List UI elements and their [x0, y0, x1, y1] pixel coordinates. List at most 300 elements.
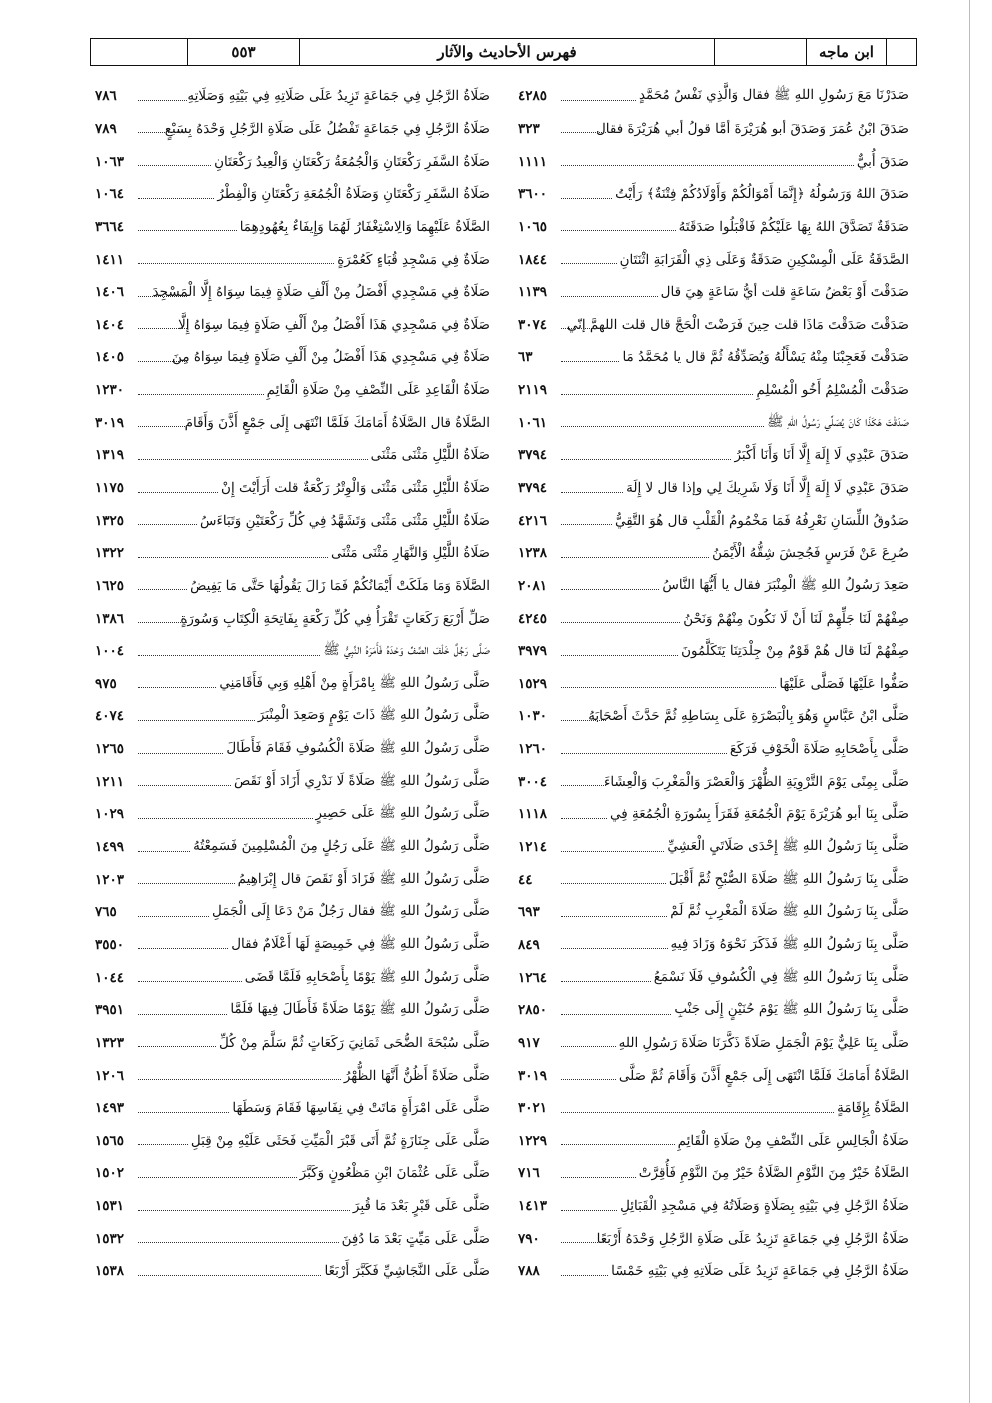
entry-number: ١٥٣١: [95, 1198, 125, 1215]
entry-number: ٦٣: [518, 349, 533, 366]
index-entry: [91, 668, 504, 701]
index-entry: [504, 504, 917, 537]
entry-text: صَلَّى بِأَصْحَابِهِ صَلَاةَ الْخَوْفِ فَرَكَعَ: [729, 741, 909, 758]
entry-number: ٤٤: [518, 871, 533, 888]
leader-dots: [561, 614, 680, 623]
index-entry: [504, 1027, 917, 1060]
index-entry: [91, 276, 504, 309]
index-entry: [91, 1092, 504, 1125]
index-entry: [504, 896, 917, 929]
entry-number: ٣٥٥٠: [95, 936, 125, 953]
entry-number: ١٢١١: [95, 773, 125, 790]
leader-dots: [138, 386, 264, 395]
entry-number: ١٢١٤: [518, 839, 548, 856]
index-entry: [504, 1125, 917, 1158]
leader-dots: [561, 451, 731, 460]
entry-number: ٣٠١٩: [95, 414, 125, 431]
leader-dots: [561, 973, 651, 982]
entry-number: ١٠٦١: [518, 414, 548, 431]
index-entry: [504, 472, 917, 505]
leader-dots: [138, 288, 187, 297]
index-entry: [91, 831, 504, 864]
index-entry: [504, 1157, 917, 1190]
index-entry: [91, 537, 504, 570]
index-entry: [91, 863, 504, 896]
entry-text: صَلَاةُ السَّفَرِ رَكْعَتَانِ وَالْجُمُعَةُ رَكْعَتَانِ وَالْعِيدُ رَكْعَتَانِ: [214, 153, 490, 170]
index-entry: [504, 863, 917, 896]
entry-text: الصَّلَاةُ أَمَامَكَ فَلَمَّا انْتَهَى إِلَى جَمْعٍ أَذَّنَ وَأَقَامَ ثُمَّ صَلَّى: [618, 1067, 909, 1084]
entry-number: ١٥٠٢: [95, 1165, 125, 1182]
leader-dots: [138, 940, 228, 949]
index-entry: [504, 374, 917, 407]
index-entry: [91, 1222, 504, 1255]
leader-dots: [138, 549, 328, 558]
leader-dots: [561, 712, 606, 721]
entry-text: صَدَقَ اللهُ وَرَسُولُهُ ﴿إِنَّمَا أَمْوَالُكُمْ وَأَوْلَادُكُمْ فِتْنَةٌ﴾ رَأَيْتُ: [615, 186, 909, 203]
leader-dots: [138, 190, 214, 199]
leader-dots: [561, 190, 612, 199]
entry-text: الصَّلَاةُ بِإِقَامَةٍ: [837, 1100, 909, 1117]
entry-number: ٣٩٥١: [95, 1002, 125, 1019]
entry-text: صَلَّى رَسُولُ اللهِ ﷺ عَلَى حَصِيرٍ: [315, 805, 490, 822]
leader-dots: [561, 1071, 616, 1080]
entry-number: ١٢٣٨: [518, 545, 548, 562]
index-entry: [504, 733, 917, 766]
entry-text: صَلَّى بِنَا رَسُولُ اللهِ ﷺ فِي الْكُسُوفِ فَلَا نَسْمَعُ: [653, 968, 909, 985]
index-entry: [91, 1157, 504, 1190]
index-entry: [504, 961, 917, 994]
leader-dots: [138, 92, 187, 101]
entry-text: صَلَّى رَسُولُ اللهِ ﷺ يَوْمًا صَلَاةً فَأَطَالَ فِيهَا فَلَمَّا: [230, 1001, 490, 1018]
entry-text: صَلَّى بِنَا رَسُولُ اللهِ ﷺ فَذَكَرَ نَحْوَهُ وَزَادَ فِيهِ: [670, 935, 909, 952]
header-blank-cell: [714, 39, 806, 65]
index-entry: [504, 1222, 917, 1255]
index-entry: [91, 1027, 504, 1060]
leader-dots: [561, 1234, 606, 1243]
entry-number: ٣٠٧٤: [518, 316, 548, 333]
leader-dots: [138, 451, 368, 460]
entry-number: ٨٤٩: [518, 936, 540, 953]
entry-number: ١٤٠٥: [95, 349, 125, 366]
leader-dots: [561, 222, 676, 231]
index-columns: [90, 80, 917, 1370]
leader-dots: [138, 1234, 339, 1243]
entry-number: ٣٠٢١: [518, 1100, 548, 1117]
index-entry: [504, 700, 917, 733]
entry-text: صَلَّى صَلَاةً أَظُنُّ أَنَّهَا الظُّهْرُ: [343, 1067, 490, 1084]
index-entry: [91, 211, 504, 244]
index-entry: [91, 113, 504, 146]
entry-number: ١٨٤٤: [518, 251, 548, 268]
leader-dots: [138, 908, 209, 917]
entry-text: صَدَقْتَ هَكَذَا كَانَ يُصَلِّي رَسُولُ اللهِ ﷺ: [767, 413, 909, 430]
index-entry: [91, 635, 504, 668]
entry-number: ١٢٦٠: [518, 741, 548, 758]
entry-text: صَلَاةٌ فِي مَسْجِدِي أَفْضَلُ مِنْ أَلْفِ صَلَاةٍ فِيمَا سِوَاهُ إِلَّا الْمَسْجِدَ: [152, 284, 490, 301]
index-entry: [504, 308, 917, 341]
leader-dots: [561, 810, 607, 819]
index-entry: [504, 994, 917, 1027]
entry-text: صَلَّى بِنَا رَسُولُ اللهِ ﷺ يَوْمَ حُنَيْنٍ إِلَى جَنْبِ: [674, 1001, 909, 1018]
index-entry: [91, 1255, 504, 1288]
right-column: [504, 80, 917, 1370]
entry-number: ٤٢١٦: [518, 512, 548, 529]
index-entry: [91, 961, 504, 994]
index-entry: [91, 243, 504, 276]
index-entry: [504, 831, 917, 864]
entry-number: ٣٦٦٤: [95, 218, 125, 235]
entry-number: ١٣٢٥: [95, 512, 125, 529]
entry-text: صِفْهُمْ لَنَا قال هُمْ قَوْمٌ مِنْ جِلْدَتِنَا يَتَكَلَّمُونَ: [681, 643, 909, 660]
entry-number: ٤٢٨٥: [518, 88, 548, 105]
entry-text: صَلَاةُ الرَّجُلِ فِي جَمَاعَةٍ تَزِيدُ عَلَى صَلَاتِهِ فِي بَيْتِهِ خَمْسًا: [611, 1263, 909, 1280]
entry-text: صَلَاةُ السَّفَرِ رَكْعَتَانِ وَصَلَاةُ الْجُمُعَةِ رَكْعَتَانِ وَالْفِطْرُ: [217, 186, 490, 203]
entry-number: ١٤٩٩: [95, 839, 125, 856]
index-entry: [504, 635, 917, 668]
index-entry: [504, 798, 917, 831]
index-entry: [91, 80, 504, 113]
entry-number: ١٥٢٩: [518, 675, 548, 692]
entry-text: صَدَقْتَ أَوْ بَعْضُ سَاعَةٍ قلت أيُّ سَاعَةٍ هِيَ قال: [660, 284, 909, 301]
index-entry: [504, 439, 917, 472]
entry-text: صَلَّى رَسُولُ اللهِ ﷺ بِامْرَأَةٍ مِنْ أَهْلِهِ وَبِي فَأَقَامَنِي: [219, 674, 490, 691]
index-entry: [91, 1190, 504, 1223]
entry-text: صَلَاةٌ فِي مَسْجِدِي هَذَا أَفْضَلُ مِنْ أَلْفِ صَلَاةٍ فِيمَا سِوَاهُ مِنَ: [172, 349, 490, 366]
entry-number: ٢١١٩: [518, 382, 548, 399]
entry-text: الصَّلَاةُ قال الصَّلَاةُ أَمَامَكَ فَلَمَّا انْتَهَى إِلَى جَمْعٍ أَذَّنَ وَأَقَامَ: [184, 414, 490, 431]
entry-text: صَلَّى بِنَا رَسُولُ اللهِ ﷺ صَلَاةَ الْمَغْرِبِ ثُمَّ لَمْ: [670, 903, 909, 920]
leader-dots: [138, 516, 197, 525]
entry-text: صَلَاةٌ فِي مَسْجِدِي هَذَا أَفْضَلُ مِنْ أَلْفِ صَلَاةٍ فِيمَا سِوَاهُ إِلَّا: [178, 316, 490, 333]
leader-dots: [138, 614, 187, 623]
entry-text: صَلَاةُ الرَّجُلِ فِي بَيْتِهِ بِصَلَاةٍ وَصَلَاتُهُ فِي مَسْجِدِ الْقَبَائِلِ: [620, 1198, 909, 1215]
entry-text: صِفْهُمْ لَنَا جَلِّهِمْ لَنَا أَنْ لَا نَكُونَ مِنْهُمْ وَنَحْنُ: [683, 610, 909, 627]
entry-text: صَلَّى رَسُولُ اللهِ ﷺ ذَاتَ يَوْمٍ وَصَعِدَ الْمِنْبَرَ: [257, 707, 490, 724]
leader-dots: [561, 92, 636, 101]
leader-dots: [138, 875, 235, 884]
leader-dots: [138, 157, 211, 166]
entry-number: ١١١١: [518, 153, 548, 170]
leader-dots: [138, 418, 187, 427]
entry-number: ١٣٢٣: [95, 1034, 125, 1051]
leader-dots: [561, 777, 606, 786]
entry-text: الصَّدَقَةُ عَلَى الْمِسْكِينِ صَدَقَةٌ وَعَلَى ذِي الْقَرَابَةِ اثْنَتَانِ: [619, 251, 909, 268]
entry-number: ١١١٨: [518, 806, 548, 823]
index-entry: [504, 80, 917, 113]
entry-number: ١٠٦٥: [518, 218, 548, 235]
entry-number: ٣٧٩٤: [518, 480, 548, 496]
leader-dots: [561, 745, 727, 754]
leader-dots: [138, 810, 313, 819]
leader-dots: [561, 581, 659, 590]
leader-dots: [138, 712, 255, 721]
leader-dots: [561, 549, 709, 558]
entry-text: صَلَّى رَسُولُ اللهِ ﷺ يَوْمًا بِأَصْحَابِهِ فَلَمَّا قَضَى: [244, 968, 490, 985]
leader-dots: [561, 908, 667, 917]
index-entry: [504, 1255, 917, 1288]
leader-dots: [138, 1006, 227, 1015]
entry-text: صَلَاةٌ فِي مَسْجِدِ قُبَاءٍ كَعُمْرَةٍ: [337, 251, 490, 268]
entry-number: ١٠٢٩: [95, 806, 125, 823]
entry-number: ٣٩٧٩: [518, 643, 548, 660]
entry-number: ١١٧٥: [95, 480, 125, 496]
index-entry: [91, 733, 504, 766]
entry-number: ١٢٢٩: [518, 1132, 548, 1149]
entry-number: ٢٠٨١: [518, 577, 548, 594]
entry-text: صَلَّى رَسُولُ اللهِ ﷺ فِي خَمِيصَةٍ لَهَا أَعْلَامٌ فقال: [231, 935, 490, 952]
leader-dots: [138, 1169, 297, 1178]
entry-text: الصَّلَاةَ وَمَا مَلَكَتْ أَيْمَانُكُمْ فَمَا زَالَ يَقُولُهَا حَتَّى مَا يَفِيضُ: [190, 577, 490, 594]
entry-text: صَلَاةُ اللَّيْلِ مَثْنَى مَثْنَى وَتَشَهَّدُ فِي كُلِّ رَكْعَتَيْنِ وَتَبَاءَسُ: [200, 512, 490, 529]
leader-dots: [561, 157, 854, 166]
entry-text: صَلَّى عَلَى النَّجَاشِيِّ فَكَبَّرَ أَرْبَعًا: [324, 1263, 490, 1280]
index-entry: [91, 765, 504, 798]
entry-text: صَدَقَةٌ تَصَدَّقَ اللهُ بِهَا عَلَيْكُمْ فَاقْبَلُوا صَدَقَتَهُ: [678, 218, 909, 235]
entry-number: ٧٨٦: [95, 88, 117, 105]
index-entry: [504, 602, 917, 635]
entry-number: ١٥٣٨: [95, 1263, 125, 1280]
entry-text: صَلِّ أَرْبَعَ رَكَعَاتٍ تَقْرَأُ فِي كُلِّ رَكْعَةٍ بِفَاتِحَةِ الْكِتَابِ وَسُورَةٍ: [180, 610, 490, 627]
leader-dots: [138, 484, 218, 493]
leader-dots: [138, 1071, 341, 1080]
leader-dots: [561, 516, 612, 525]
index-entry: [504, 570, 917, 603]
header-blank-cell: [91, 39, 187, 65]
entry-number: ٧٨٩: [95, 120, 117, 137]
entry-text: الصَّلَاةُ عَلَيْهِمَا وَالِاسْتِغْفَارُ لَهُمَا وَإِيفَاءٌ بِعُهُودِهِمَا: [239, 218, 490, 235]
entry-text: صَدَقْتَ فَعَجِبْنَا مِنْهُ يَسْأَلُهُ وَيُصَدِّقُهُ ثُمَّ قال يا مُحَمَّدُ مَا: [622, 349, 909, 366]
leader-dots: [561, 1267, 608, 1276]
entry-text: صَعِدَ رَسُولُ اللهِ ﷺ الْمِنْبَرَ فقال يا أَيُّهَا النَّاسُ: [662, 576, 909, 593]
leader-dots: [561, 843, 664, 852]
index-entry: [91, 570, 504, 603]
entry-number: ١٠٤٤: [95, 969, 125, 986]
entry-number: ٤٢٤٥: [518, 610, 548, 627]
index-entry: [91, 994, 504, 1027]
leader-dots: [138, 1104, 229, 1113]
entry-number: ٦٩٣: [518, 904, 540, 921]
leader-dots: [561, 940, 668, 949]
index-entry: [504, 765, 917, 798]
entry-number: ٣٢٣: [518, 120, 540, 137]
entry-number: ١١٣٩: [518, 284, 548, 301]
entry-number: ٤٠٧٤: [95, 708, 125, 725]
entry-text: صَدَقْتَ صَدَقْتَ مَاذَا قلت حِينَ فَرَضْتَ الْحَجَّ قال قلت اللهمَّ إنّي: [566, 316, 909, 333]
entry-text: صَدَقَ ابْنُ عُمَرَ وَصَدَقَ أبو هُرَيْرَةَ أمَّا قولُ أبي هُرَيْرَةَ فقال: [595, 120, 909, 137]
index-entry: [91, 472, 504, 505]
index-entry: [91, 341, 504, 374]
entry-text: صَلَاةُ الرَّجُلِ فِي جَمَاعَةٍ تَفْضُلُ عَلَى صَلَاةِ الرَّجُلِ وَحْدَهُ بِسَبْعٍ: [164, 120, 490, 137]
entry-number: ١٠٦٤: [95, 186, 125, 203]
leader-dots: [138, 1202, 350, 1211]
leader-dots: [561, 320, 606, 329]
entry-number: ٢٨٥٠: [518, 1002, 548, 1019]
entry-number: ١٠٦٣: [95, 153, 125, 170]
entry-number: ٣٧٩٤: [518, 447, 548, 464]
index-entry: [91, 798, 504, 831]
leader-dots: [138, 353, 187, 362]
entry-text: صَلَّى ابْنُ عَبَّاسٍ وَهُوَ بِالْبَصْرَةِ عَلَى بِسَاطِهِ ثُمَّ حَدَّثَ أَصْحَابَهُ: [588, 708, 909, 725]
page-edge-line: [969, 0, 970, 1403]
entry-number: ١٢٦٥: [95, 741, 125, 758]
entry-number: ١٠٣٠: [518, 708, 548, 725]
leader-dots: [561, 353, 619, 362]
entry-text: صَلَاةُ الرَّجُلِ فِي جَمَاعَةٍ تَزِيدُ عَلَى صَلَاتِهِ فِي بَيْتِهِ وَصَلَاتِهِ: [187, 88, 490, 105]
entry-text: صَدَقْتَ الْمُسْلِمُ أَخُو الْمُسْلِمِ: [756, 382, 909, 399]
entry-text: الصَّلَاةُ خَيْرٌ مِنَ النَّوْمِ الصَّلَاةُ خَيْرٌ مِنَ النَّوْمِ فَأُقِرَّتْ: [638, 1165, 909, 1182]
leader-dots: [138, 1038, 216, 1047]
index-entry: [91, 504, 504, 537]
entry-text: صَلَّى رَسُولُ اللهِ ﷺ عَلَى رَجُلٍ مِنَ الْمُسْلِمِينَ فَسَمِعْتُهُ: [193, 838, 490, 855]
index-entry: [504, 276, 917, 309]
index-entry: [504, 211, 917, 244]
entry-number: ٣٦٠٠: [518, 186, 548, 203]
entry-text: صَلَّى رَسُولُ اللهِ ﷺ صَلَاةً لَا نَدْرِي أَزَادَ أَوْ نَقَصَ: [234, 772, 490, 789]
entry-number: ١٣١٩: [95, 447, 125, 464]
entry-number: ١٤٩٣: [95, 1100, 125, 1117]
entry-number: ١٢٣٠: [95, 382, 125, 399]
entry-number: ١٥٣٢: [95, 1230, 125, 1247]
leader-dots: [138, 745, 223, 754]
entry-text: صَلَّى رَجُلٌ خَلْفَ الصَّفِّ وَحْدَهُ فَأَمَرَهُ النَّبِيُّ ﷺ: [323, 642, 490, 659]
entry-number: ٧١٦: [518, 1165, 540, 1182]
index-entry: [91, 439, 504, 472]
leader-dots: [138, 679, 216, 688]
index-title: فهرس الأحاديث والآثار: [299, 39, 714, 65]
entry-number: ١٤٠٤: [95, 316, 125, 333]
entry-text: صَلَّى بِنَا أبو هُرَيْرَةَ يَوْمَ الْجُمُعَةِ فَقَرَأَ بِسُورَةِ الْجُمُعَةِ فِي: [610, 806, 909, 823]
entry-text: صَلَّى عَلَى عُثْمَانَ ابْنِ مَظْعُونٍ وَكَبَّرَ: [299, 1165, 490, 1182]
entry-number: ١٢٠٣: [95, 871, 125, 888]
entry-number: ٧٨٨: [518, 1263, 540, 1280]
entry-number: ١٢٦٤: [518, 969, 548, 986]
index-entry: [504, 178, 917, 211]
index-entry: [91, 896, 504, 929]
index-entry: [91, 1059, 504, 1092]
index-entry: [91, 929, 504, 962]
index-entry: [504, 113, 917, 146]
index-entry: [504, 243, 917, 276]
index-entry: [504, 145, 917, 178]
entry-number: ١٠٠٤: [95, 643, 125, 660]
leader-dots: [138, 777, 231, 786]
leader-dots: [561, 1038, 616, 1047]
leader-dots: [561, 1136, 675, 1145]
leader-dots: [138, 843, 190, 852]
leader-dots: [561, 484, 623, 493]
entry-text: صَلَّى بِنَا عَلِيٌّ يَوْمَ الْجَمَلِ صَلَاةً ذَكَّرَنَا صَلَاةَ رَسُولِ اللهِ: [618, 1034, 909, 1051]
entry-number: ٩٧٥: [95, 675, 117, 692]
entry-text: صَلَاةُ اللَّيْلِ مَثْنَى مَثْنَى وَالْوِتْرُ رَكْعَةٌ قلت أَرَأَيْتَ إِنْ: [221, 480, 490, 496]
entry-text: صَلَاةُ الْقَاعِدِ عَلَى النِّصْفِ مِنْ صَلَاةِ الْقَائِمِ: [266, 382, 490, 399]
leader-dots: [561, 1202, 617, 1211]
entry-text: صَلَاةُ الْجَالِسِ عَلَى النِّصْفِ مِنْ صَلَاةِ الْقَائِمِ: [677, 1132, 909, 1149]
index-entry: [91, 374, 504, 407]
index-entry: [504, 406, 917, 439]
leader-dots: [561, 1006, 671, 1015]
index-entry: [504, 1092, 917, 1125]
index-entry: [504, 929, 917, 962]
entry-text: صَلَّى بِنَا رَسُولُ اللهِ ﷺ إِحْدَى صَلَاتَيِ الْعَشِيِّ: [667, 838, 909, 855]
leader-dots: [138, 320, 187, 329]
index-entry: [91, 602, 504, 635]
entry-number: ٩١٧: [518, 1034, 540, 1051]
leader-dots: [561, 288, 658, 297]
entry-text: صَلَاةُ اللَّيْلِ وَالنَّهَارِ مَثْنَى مَثْنَى: [331, 545, 490, 562]
entry-text: صَلَّى عَلَى امْرَأَةٍ مَاتَتْ فِي نِفَاسِهَا فَقَامَ وَسَطَهَا: [232, 1100, 490, 1117]
leader-dots: [138, 973, 242, 982]
leader-dots: [138, 647, 320, 656]
entry-text: صَلَّى سُبْحَةَ الضُّحَى ثَمَانِيَ رَكَعَاتٍ ثُمَّ سَلَّمَ مِنْ كُلِّ: [218, 1034, 490, 1051]
leader-dots: [138, 1136, 188, 1145]
entry-text: صَلَّى عَلَى جِنَازَةٍ ثُمَّ أَتَى قَبْرَ الْمَيِّتِ فَحَثَى عَلَيْهِ مِنْ قِبَلِ: [190, 1132, 490, 1149]
leader-dots: [561, 1169, 636, 1178]
entry-number: ١٣٨٦: [95, 610, 125, 627]
entry-text: صَفُّوا عَلَيْهَا فَصَلَّى عَلَيْهَا: [779, 675, 909, 692]
entry-text: صَلَّى عَلَى قَبْرٍ بَعْدَ مَا قُبِرَ: [352, 1198, 490, 1215]
leader-dots: [561, 386, 753, 395]
entry-text: صَدَقَ أُبيٌّ: [856, 153, 909, 170]
entry-number: ١٦٢٥: [95, 577, 125, 594]
leader-dots: [561, 875, 666, 884]
entry-text: صَلَّى رَسُولُ اللهِ ﷺ فقال رَجُلٌ مَنْ دَعَا إِلَى الْجَمَلِ: [211, 903, 490, 920]
entry-number: ١٣٢٢: [95, 545, 125, 562]
entry-text: صَدَرْنَا مَعَ رَسُولِ اللهِ ﷺ فقال وَالَّذِي نَفْسُ مُحَمَّدٍ: [638, 87, 909, 104]
page-header: [90, 38, 917, 66]
leader-dots: [561, 647, 678, 656]
entry-number: ٧٦٥: [95, 904, 117, 921]
index-entry: [504, 537, 917, 570]
entry-number: ١٥٦٥: [95, 1132, 125, 1149]
left-column: [91, 80, 504, 1370]
leader-dots: [138, 124, 187, 133]
entry-text: صَدَقَ عَبْدِي لَا إِلَهَ إِلَّا أَنَا وَأَنَا أَكْبَرُ: [734, 447, 909, 464]
index-entry: [91, 145, 504, 178]
entry-text: صَلَّى بِنَا رَسُولُ اللهِ ﷺ صَلَاةَ الصُّبْحِ ثُمَّ أَقْبَلَ: [668, 870, 909, 887]
entry-text: صَلَّى رَسُولُ اللهِ ﷺ فَزَادَ أَوْ نَقَصَ قال إِبْرَاهِيمُ: [237, 870, 490, 887]
index-entry: [504, 668, 917, 701]
entry-text: صَلَاةُ الرَّجُلِ فِي جَمَاعَةٍ تَزِيدُ عَلَى صَلَاةِ الرَّجُلِ وَحْدَهُ أَرْبَعًا: [596, 1230, 909, 1247]
entry-number: ٣٠١٩: [518, 1067, 548, 1084]
leader-dots: [561, 418, 764, 427]
leader-dots: [138, 1267, 321, 1276]
header-blank-cell: [886, 39, 916, 65]
entry-text: صَدُوقُ اللِّسَانِ نَعْرِفُهُ فَمَا مَخْمُومُ الْقَلْبِ قال هُوَ التَّقِيُّ: [614, 512, 909, 529]
entry-number: ١٤١٣: [518, 1198, 548, 1215]
entry-text: صَلَّى عَلَى مَيِّتٍ بَعْدَ مَا دُفِنَ: [341, 1230, 490, 1247]
entry-text: صُرِعَ عَنْ فَرَسٍ فَجُحِشَ شِقُّهُ الْأَيْمَنُ: [712, 545, 909, 562]
entry-number: ٧٩٠: [518, 1230, 540, 1247]
entry-number: ١٤٠٦: [95, 284, 125, 301]
index-entry: [504, 341, 917, 374]
entry-number: ١٤١١: [95, 251, 125, 268]
index-entry: [91, 406, 504, 439]
index-entry: [91, 1125, 504, 1158]
entry-text: صَلَاةُ اللَّيْلِ مَثْنَى مَثْنَى: [370, 447, 490, 464]
index-entry: [504, 1059, 917, 1092]
entry-number: ١٢٠٦: [95, 1067, 125, 1084]
index-entry: [91, 178, 504, 211]
entry-text: صَلَّى بِمِنًى يَوْمَ التَّرْوِيَةِ الظُّهْرَ وَالْعَصْرَ وَالْمَغْرِبَ وَالْعِشَاءَ: [603, 773, 909, 790]
entry-text: صَلَّى رَسُولُ اللهِ ﷺ صَلَاةَ الْكُسُوفِ فَقَامَ فَأَطَالَ: [226, 740, 490, 757]
leader-dots: [138, 222, 237, 231]
index-entry: [91, 700, 504, 733]
page-number: ٥٥٣: [187, 39, 299, 65]
leader-dots: [561, 679, 776, 688]
leader-dots: [138, 255, 334, 264]
leader-dots: [561, 124, 606, 133]
index-entry: [504, 1190, 917, 1223]
